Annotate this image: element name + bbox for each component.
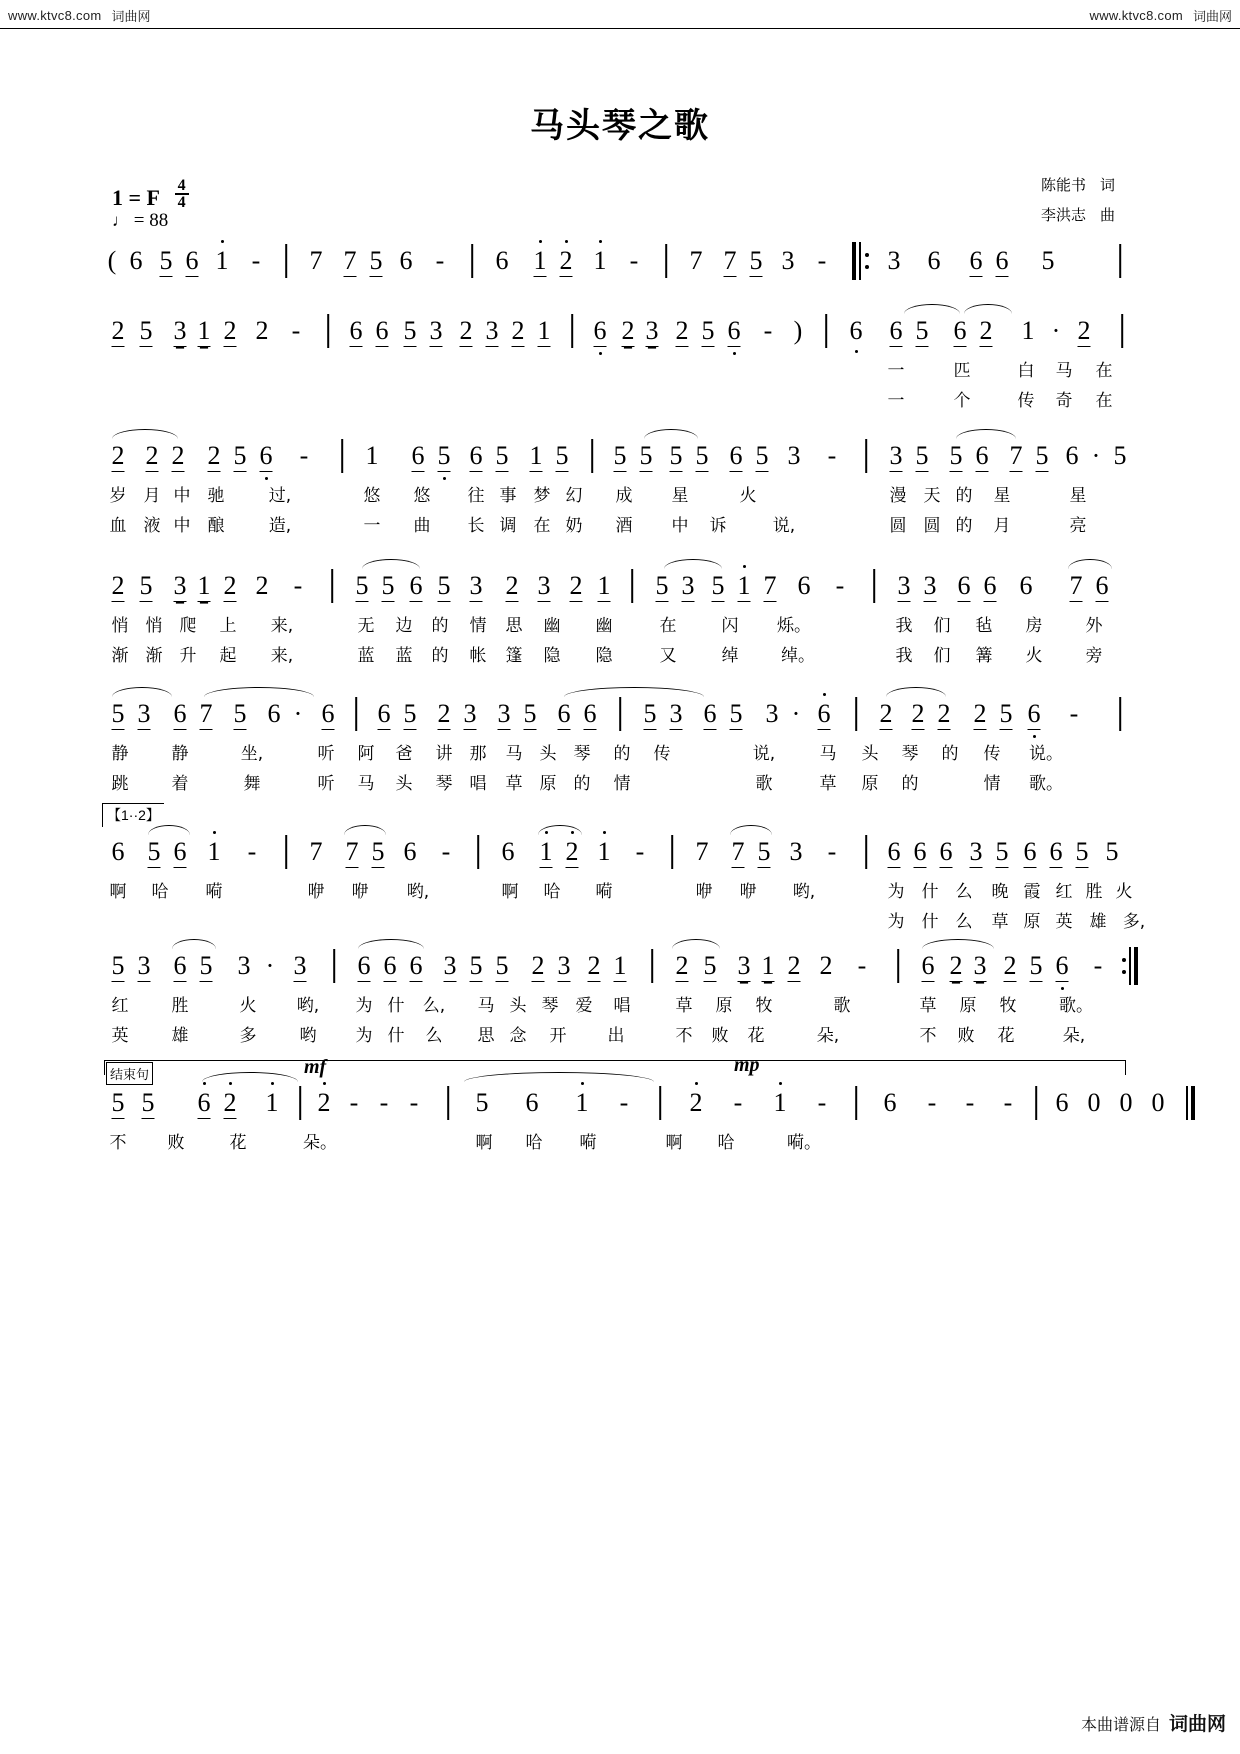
watermark-left — [8, 0, 151, 30]
note-row: 2 5 3 1 2 2 - 5 5 6 5 3 2 3 2 1 5 3 5 1 7 6 - 3 3 6 6 6 7 6 — [104, 565, 1136, 611]
note-row: 5 3 6 7 5 6 · 6 6 5 2 3 3 5 6 6 5 3 6 5 3 · 6 2 2 2 2 5 6 - — [104, 693, 1136, 739]
lyric-row-verse2: 一 个 传 奇 在 — [887, 391, 1113, 411]
lyric-row-verse2: 英 雄 多 哟 为 什 么 思 念 开 出 不 败 花 朵, 不 败 花 朵, — [111, 1026, 1086, 1046]
page-title: 马头琴之歌 — [530, 106, 710, 146]
footer-source-text: 本曲谱源自 — [1080, 1715, 1161, 1734]
lyric-row-verse1: 啊 哈 嗬 咿 咿 哟, 啊 哈 嗬 咿 咿 哟, 为 什 么 晚 霞 红 胜 火 — [109, 882, 1133, 902]
lyricist-role: 词 — [1099, 176, 1115, 194]
composer-line — [1041, 200, 1115, 230]
volta-label: 【1··2】 — [107, 807, 160, 823]
lyric-row-verse1: 岁 月 中 驰 过, 悠 悠 往 事 梦 幻 成 星 火 漫 天 的 星 星 — [109, 486, 1087, 506]
music-system-7 — [104, 945, 1136, 1051]
note-row: ( 6 5 6 1 - 7 7 5 6 - 6 1 2 1 - 7 7 5 3 - 3 6 6 6 5 — [104, 240, 1136, 286]
ending-label: 结束句 — [106, 1062, 153, 1085]
credits — [1041, 170, 1115, 230]
music-system-5 — [104, 693, 1136, 799]
lyric-row-verse1: 不 败 花 朵。 啊 哈 嗬 啊 哈 嗬。 — [109, 1133, 821, 1153]
note-row: 5 5 6 2 1 2 - - - 5 6 1 - 2 - 1 - 6 - - - 6 0 0 0 — [104, 1082, 1136, 1128]
composer-role: 曲 — [1099, 206, 1115, 224]
music-system-6 — [104, 805, 1146, 937]
dynamic-mf: mf — [304, 1056, 327, 1078]
dynamic-mp: mp — [734, 1054, 760, 1076]
watermark-left-site: 词曲网 — [111, 9, 151, 25]
lyricist-line — [1041, 170, 1115, 200]
note-row: 6 5 6 1 - 7 7 5 6 - 6 1 2 1 - 7 7 5 3 - 6 6 6 3 5 6 6 5 5 — [104, 831, 1136, 877]
lyric-row-verse1: 红 胜 火 哟, 为 什 么, 马 头 琴 爱 唱 草 原 牧 歌 草 原 牧 歌。 — [111, 996, 1093, 1016]
lyric-row-verse2: 跳 着 舞 听 马 头 琴 唱 草 原 的 情 歌 草 原 的 情 歌。 — [111, 774, 1063, 794]
volta-bracket — [102, 803, 164, 827]
watermark-right-site: 词曲网 — [1192, 9, 1232, 25]
footer-brand: 词曲网 — [1168, 1713, 1226, 1735]
lyric-row-verse1: 一 匹 白 马 在 — [887, 361, 1113, 381]
tempo-value: = 88 — [133, 210, 169, 231]
meter-numerator: 4 — [175, 178, 189, 195]
lyric-row-verse1: 静 静 坐, 听 阿 爸 讲 那 马 头 琴 的 传 说, 马 头 琴 的 传 说。 — [111, 744, 1063, 764]
lyric-row-verse2: 渐 渐 升 起 来, 蓝 蓝 的 帐 篷 隐 隐 又 绰 绰。 我 们 篝 火 旁 — [111, 646, 1103, 666]
meter-denominator: 4 — [177, 194, 186, 211]
lyric-row-verse2: 为 什 么 草 原 英 雄 多, — [887, 912, 1146, 932]
music-system-2 — [104, 310, 1136, 416]
watermark-right-url: www.ktvc8.com — [1089, 7, 1183, 23]
music-system-4 — [104, 565, 1136, 671]
lyric-row-verse2: 血 液 中 酿 造, 一 曲 长 调 在 奶 酒 中 诉 说, 圆 圆 的 月 亮 — [109, 516, 1087, 536]
time-signature — [175, 178, 189, 210]
header-divider — [0, 28, 1240, 29]
note-row: 5 3 6 5 3 · 3 6 6 6 3 5 5 2 3 2 1 2 5 3 1 2 2 - 6 2 3 2 5 6 - — [104, 945, 1136, 991]
music-system-8 — [104, 1054, 1165, 1158]
music-system-3 — [104, 435, 1136, 541]
tempo-marking — [112, 210, 168, 232]
key-signature — [112, 178, 189, 211]
watermark-left-url: www.ktvc8.com — [8, 7, 102, 23]
composer-name: 李洪志 — [1040, 206, 1086, 224]
note-row: 2 5 3 1 2 2 - 6 6 5 3 2 3 2 1 6 2 3 2 5 6 - ) 6 6 5 6 2 1 · 2 — [104, 310, 1136, 356]
music-system-1 — [104, 240, 1136, 286]
watermark-right — [1090, 0, 1233, 30]
lyric-row-verse1: 悄 悄 爬 上 来, 无 边 的 情 思 幽 幽 在 闪 烁。 我 们 毡 房 外 — [111, 616, 1103, 636]
note-row: 2 2 2 2 5 6 - 1 6 5 6 5 1 5 5 5 5 5 6 5 3 - 3 5 5 6 7 5 6 · 5 — [104, 435, 1136, 481]
key-label: 1 = F — [112, 185, 160, 210]
quarter-note-icon: ♩ — [112, 211, 129, 230]
lyricist-name: 陈能书 — [1040, 176, 1086, 194]
footer-source — [1081, 1709, 1226, 1736]
